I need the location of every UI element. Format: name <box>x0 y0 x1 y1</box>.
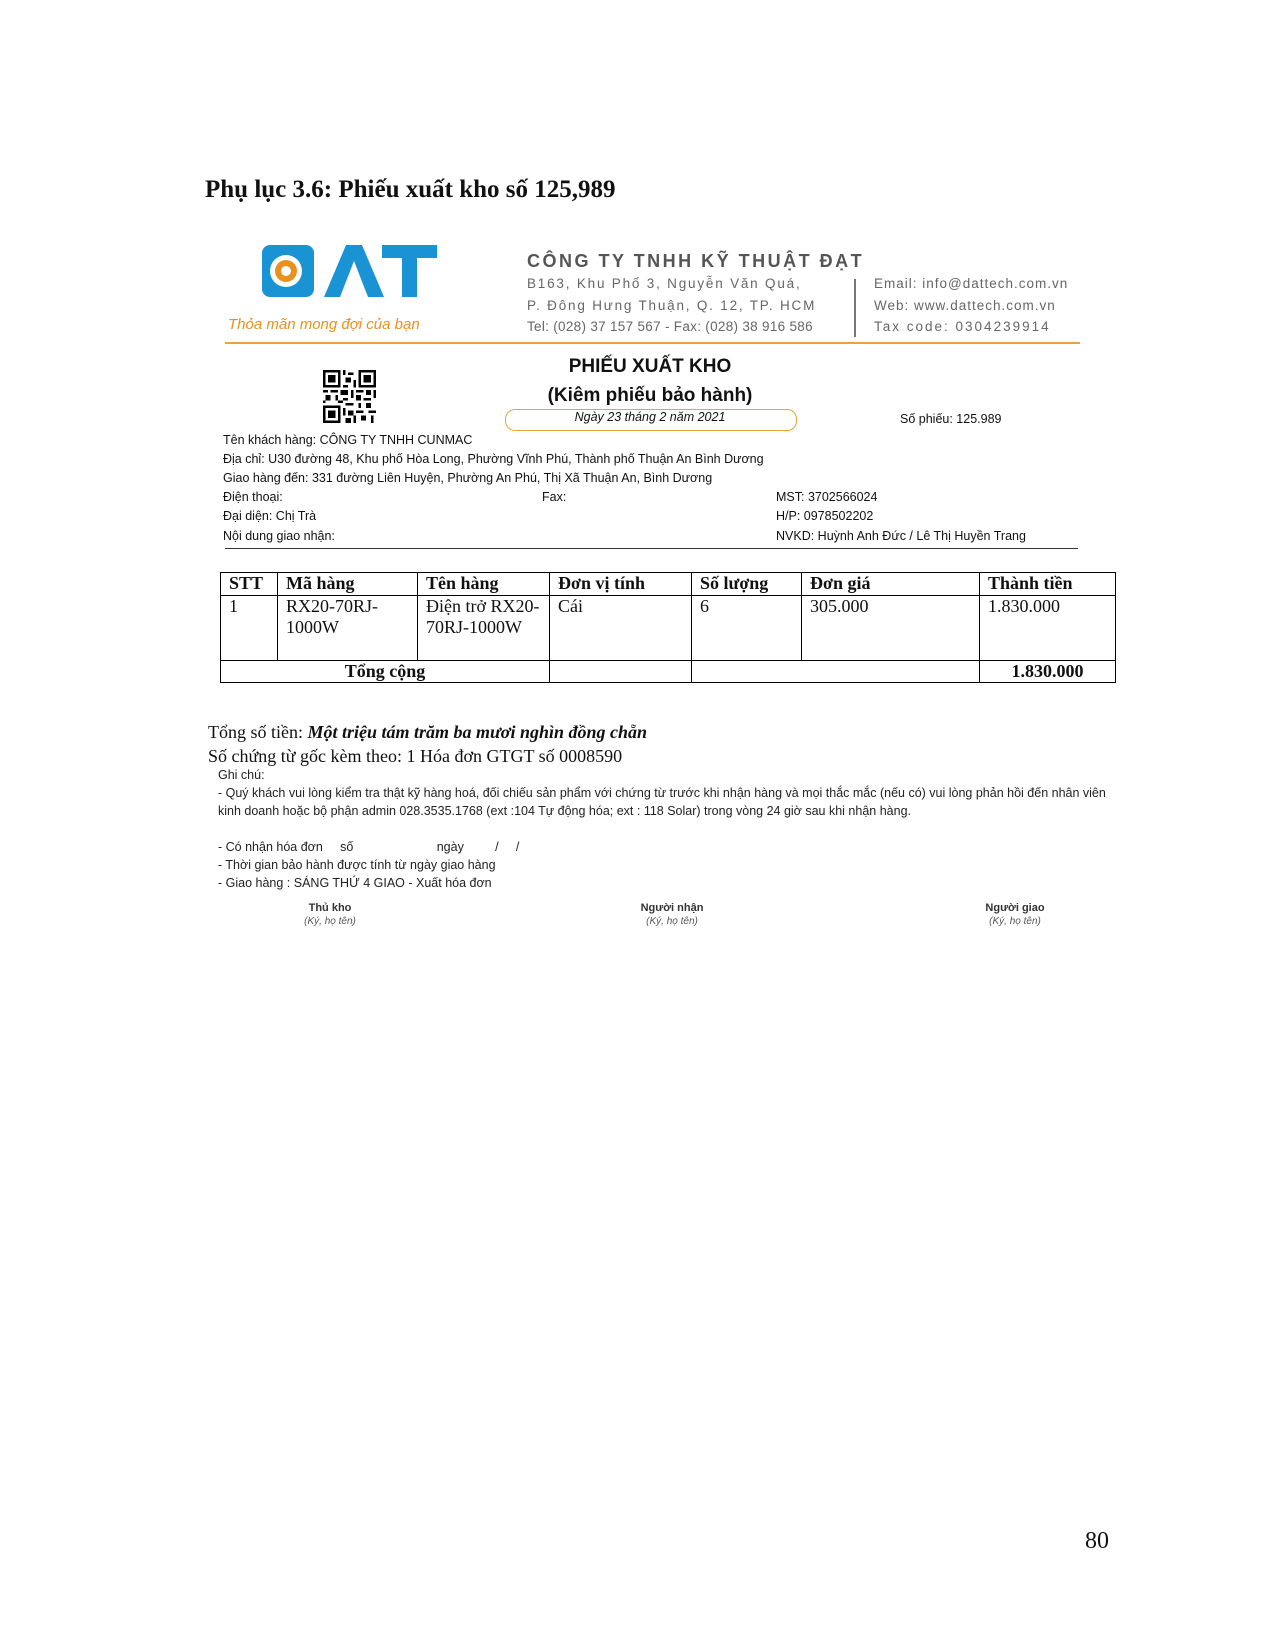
signature-receiver: Người nhận <box>640 902 704 914</box>
total-empty-cell <box>550 661 692 683</box>
note-line: - Quý khách vui lòng kiểm tra thật kỹ hàng hoá, đối chiếu sản phẩm với chứng từ trước khi nhận hàng và mọi thắc mắc (nếu có) vui lòng phản hồi đến nhân viên kinh doanh hoặc bộ phận admin 028.3535.1768 (ext :104 Tự động hóa; ext : 118 Solar) trong vòng 24 giờ sau khi nhận hàng. <box>218 786 1106 818</box>
company-address-line-1: B163, Khu Phố 3, Nguyễn Văn Quá, <box>527 276 802 291</box>
page-number: 80 <box>1085 1528 1109 1554</box>
cell-unit: Cái <box>550 596 692 661</box>
total-amount: 1.830.000 <box>980 661 1116 683</box>
customer-address: Địa chỉ: U30 đường 48, Khu phố Hòa Long, Phường Vĩnh Phú, Thành phố Thuận An Bình Dương <box>223 452 764 466</box>
note-line: - Có nhận hóa đơn số ngày / / <box>218 840 520 854</box>
delivery-content: Nội dung giao nhận: <box>223 529 335 543</box>
note-line: - Thời gian bảo hành được tính từ ngày giao hàng <box>218 858 496 872</box>
company-address-line-2: P. Đông Hưng Thuận, Q. 12, TP. HCM <box>527 298 817 313</box>
customer-name: Tên khách hàng: CÔNG TY TNHH CUNMAC <box>223 433 473 447</box>
table-header-row <box>221 573 1116 596</box>
note-line: - Giao hàng : SÁNG THỨ 4 GIAO - Xuất hóa đơn <box>218 876 492 890</box>
signature-warehouse-keeper: Thủ kho <box>308 902 352 914</box>
header-price: Đơn giá <box>802 573 980 596</box>
total-in-words <box>208 722 647 743</box>
letterhead-rule <box>225 342 1080 344</box>
notes-label: Ghi chú: <box>218 768 265 782</box>
items-table <box>220 572 1116 683</box>
slip-title: PHIẾU XUẤT KHO <box>568 356 732 377</box>
signature-deliverer: Người giao <box>985 902 1045 914</box>
header-qty: Số lượng <box>692 573 802 596</box>
slip-date: Ngày 23 tháng 2 năm 2021 <box>574 410 726 424</box>
customer-mobile: H/P: 0978502202 <box>776 509 874 523</box>
table-row <box>221 596 1116 661</box>
cell-price: 305.000 <box>802 596 980 661</box>
total-label: Tổng cộng <box>221 661 550 683</box>
letterhead-divider <box>854 279 856 337</box>
delivery-address: Giao hàng đến: 331 đường Liên Huyện, Phường An Phú, Thị Xã Thuận An, Bình Dương <box>223 471 713 485</box>
header-stt: STT <box>221 573 278 596</box>
sales-staff: NVKD: Huỳnh Anh Đức / Lê Thị Huyền Trang <box>776 529 1026 543</box>
dat-logo <box>262 243 437 303</box>
cell-code: RX20-70RJ-1000W <box>278 596 418 661</box>
customer-phone: Điện thoại: <box>223 490 283 504</box>
cell-amount: 1.830.000 <box>980 596 1116 661</box>
header-name: Tên hàng <box>418 573 550 596</box>
header-code: Mã hàng <box>278 573 418 596</box>
company-tax-code: Tax code: 0304239914 <box>874 319 1051 334</box>
slip-subtitle: (Kiêm phiếu bảo hành) <box>547 385 753 406</box>
header-unit: Đơn vị tính <box>550 573 692 596</box>
slip-number: Số phiếu: 125.989 <box>900 412 1002 426</box>
total-empty-cell <box>692 661 980 683</box>
company-tel-fax: Tel: (028) 37 157 567 - Fax: (028) 38 916 586 <box>527 319 813 334</box>
signature-note: (Ký, họ tên) <box>304 916 356 927</box>
cell-qty: 6 <box>692 596 802 661</box>
cell-stt: 1 <box>221 596 278 661</box>
customer-representative: Đại diện: Chị Trà <box>223 509 317 523</box>
signature-note: (Ký, họ tên) <box>646 916 698 927</box>
table-total-row <box>221 661 1116 683</box>
total-in-words-label: Tổng số tiền: <box>208 722 308 742</box>
company-web: Web: www.dattech.com.vn <box>874 298 1056 313</box>
customer-tax-id: MST: 3702566024 <box>776 490 878 504</box>
attached-documents: Số chứng từ gốc kèm theo: 1 Hóa đơn GTGT số 0008590 <box>208 746 623 766</box>
cell-name: Điện trở RX20-70RJ-1000W <box>418 596 550 661</box>
company-tagline: Thỏa mãn mong đợi của bạn <box>228 316 420 333</box>
qr-code-icon <box>323 370 376 423</box>
company-name: CÔNG TY TNHH KỸ THUẬT ĐẠT <box>527 251 865 271</box>
info-divider <box>225 548 1078 549</box>
page-heading: Phụ lục 3.6: Phiếu xuất kho số 125,989 <box>205 176 616 203</box>
total-in-words-value: Một triệu tám trăm ba mươi nghìn đồng chẵn <box>307 722 648 742</box>
header-amount: Thành tiền <box>980 573 1116 596</box>
signature-note: (Ký, họ tên) <box>989 916 1041 927</box>
customer-fax: Fax: <box>542 490 567 504</box>
company-email: Email: info@dattech.com.vn <box>874 276 1069 291</box>
